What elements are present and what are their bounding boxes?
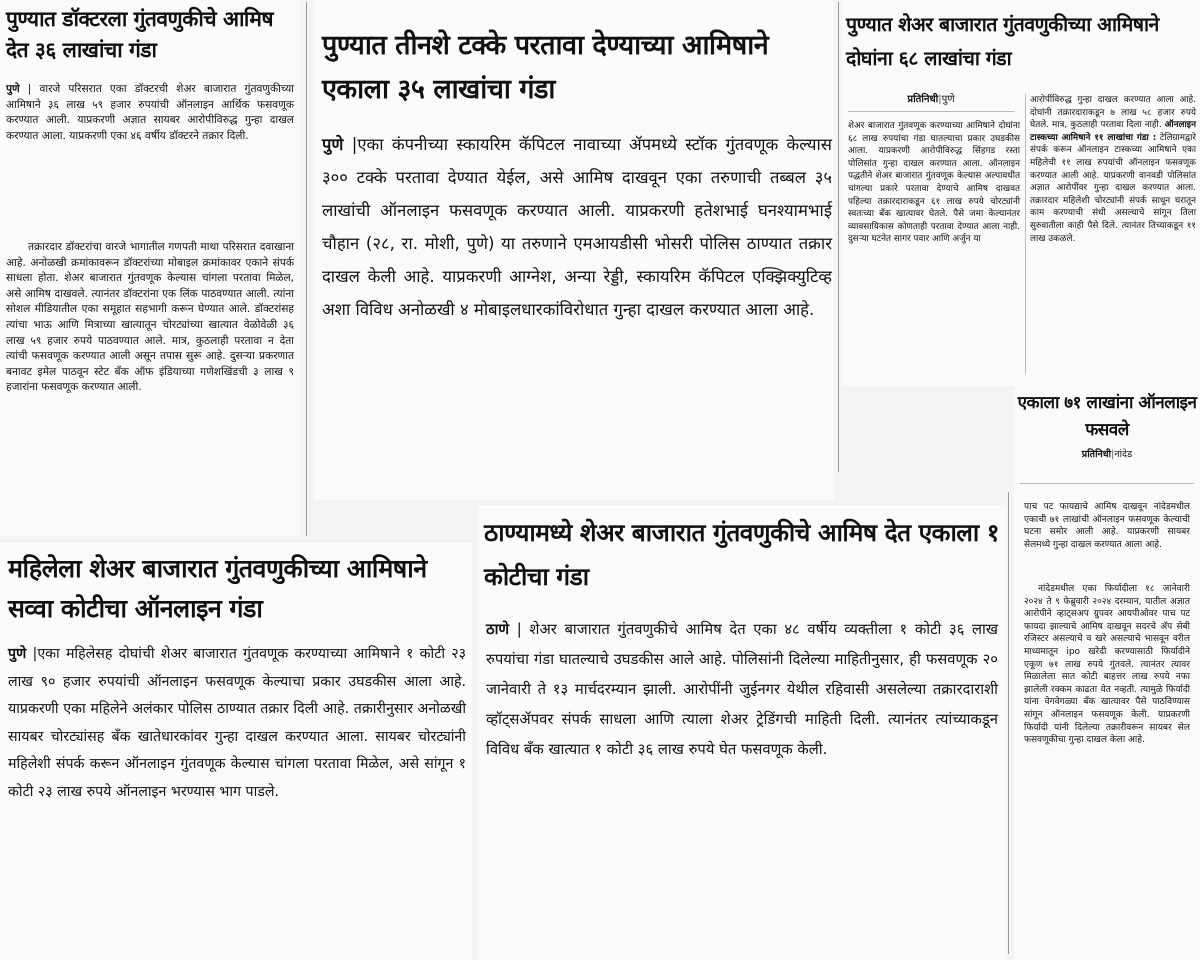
- article-text: | वारजे परिसरात एका डॉक्टरची शेअर बाजारात गुंतवणुकीच्या आमिषाने ३६ लाख ५९ हजार रुपयांची ऑनलाइन आर्थिक फसवणूक करण्यात आली. याप्रकरणी अज्ञात सायबर आरोपीविरुद्ध गुन्हा दाखल करण्यात आला. याप्रकरणी एका ४६ वर्षीय डॉक्टरने तक्रार दिली.: [6, 83, 294, 142]
- byline-place: नांदेड: [1114, 449, 1133, 460]
- byline: [1014, 448, 1200, 462]
- dateline: पुणे: [322, 135, 344, 154]
- article-paragraph: [322, 128, 832, 326]
- article-column: [1030, 94, 1196, 245]
- byline-separator: |: [1111, 449, 1115, 460]
- column-rule: [306, 2, 307, 536]
- byline-label: प्रतिनिधी: [907, 94, 939, 105]
- article-pune-300-percent: [314, 0, 834, 500]
- headline: पुण्यात तीनशे टक्के परतावा देण्याच्या आमिषाने एकाला ३५ लाखांचा गंडा: [322, 30, 769, 105]
- article-paragraph: [6, 82, 294, 144]
- article-text: टेलिग्रामद्वारे संपर्क करून ऑनलाइन टास्कच्या आमिषाने एका महिलेची ११ लाख रुपयांची ऑनलाइन फसवणूक करण्यात आली आहे. याप्रकरणी वानवडी पोलिसांत अज्ञात आरोपींवर गुन्हा दाखल करण्यात आला. तक्रारदार महिलेशी चोरट्यांनी संपर्क साधून घरातून काम करण्याची संधी असल्याचे सांगून तिला सुरुवातीला काही पैसे दिले. त्यानंतर तिच्याकडून ११ लाख उकळले.: [1030, 132, 1196, 244]
- dateline: पुणे: [6, 83, 20, 95]
- article-paragraph: [486, 615, 998, 765]
- article-text: आरोपींविरुद्ध गुन्हा दाखल करण्यात आला आहे. दोघांनी तक्रारदाराकडून ७ लाख ५८ हजार रुपये घेतले. मात्र, कुठलाही परतावा दिला नाही.: [1030, 95, 1196, 131]
- byline-separator: |: [938, 94, 942, 105]
- byline-rule: [848, 111, 1014, 112]
- headline: ठाण्यामध्ये शेअर बाजारात गुंतवणुकीचे आमिष देत एकाला १ कोटीचा गंडा: [484, 518, 1000, 591]
- article-pune-doctor: [0, 0, 300, 536]
- column-rule: [838, 2, 839, 472]
- article-paragraph: [8, 641, 466, 806]
- article-column: शेअर बाजारात गुंतवणूक करण्याच्या आमिषाने दोघांना ६८ लाख रुपयांचा गंडा घातल्याचा प्रकार उघडकीस आला. याप्रकरणी आरोपीविरुद्ध सिंहगड रस्ता पोलिसांत गुन्हा दाखल करण्यात आला. ऑनलाइन पद्धतीने शेअर बाजारात गुंतवणूक केल्यास अल्पावधीत चांगल्या प्रकारे परतावा देण्याचे आमिष दाखवत पहिल्या तक्रारदाराकडून ६१ लाख रुपये चोरट्यांनी स्वतःच्या बँक खात्यावर घेतले. पैसे जमा केल्यानंतर व्यावसायिकास कोणताही परतावा देण्यात आला नाही. दुसऱ्या घटनेत सागर पवार आणि अर्जुन या: [848, 121, 1020, 245]
- article-text: |एका कंपनीच्या स्कायरिम कॅपिटल नावाच्या ॲपमध्ये स्टॉक गुंतवणूक केल्यास ३०० टक्के परतावा देण्यात येईल, असे आमिष दाखवून एका तरुणाची तब्बल ३५ लाखांची ऑनलाइन फसवणूक करण्यात आली. याप्रकरणी हतेशभाई घनश्यामभाई चौहान (२८, रा. मोशी, पुणे) या तरुणाने एमआयडीसी भोसरी पोलिस ठाण्यात तक्रार दाखल केली आहे. याप्रकरणी आग्नेश, अन्या रेड्डी, स्कायरिम कॅपिटल एक्झिक्युटिव्ह अशा विविध अनोळखी ४ मोबाइलधारकांविरोधात गुन्हा दाखल करण्यात आला आहे.: [322, 135, 832, 319]
- subheading: ऑनलाइन टास्कच्या आमिषाने ११ लाखांचा गंडा :: [1030, 120, 1196, 143]
- byline: [848, 93, 1014, 107]
- article-nanded: [1014, 386, 1200, 960]
- dateline: पुणे: [8, 646, 27, 662]
- column-rule: [1008, 492, 1009, 954]
- byline-rule: [1020, 483, 1194, 484]
- article-text: |एका महिलेसह दोघांची शेअर बाजारात गुंतवणूक करण्याच्या आमिषाने १ कोटी २३ लाख ९० हजार रुपयांची ऑनलाइन फसवणूक केल्याचा प्रकार उघडकीस आला आहे. याप्रकरणी एका महिलेने अलंकार पोलिस ठाण्यात तक्रार दिली आहे. तक्रारीनुसार अनोळखी सायबर चोरट्यांसह बँक खातेधारकांवर गुन्हा दाखल करण्यात आला. सायबर चोरट्यांनी महिलेशी संपर्क करून ऑनलाइन गुंतवणूक केल्यास चांगला परतावा मिळेल, असे सांगून १ कोटी २३ लाख रुपये ऑनलाइन भरण्यास भाग पाडले.: [8, 646, 466, 800]
- column-rule: [1025, 94, 1026, 374]
- article-paragraph: नांदेडमधील एका फिर्यादीला १८ जानेवारी २०२४ ते ९ फेब्रुवारी २०२४ दरम्यान, यातील अज्ञात आरोपीने व्हाट्सअप ग्रुपवर आयपीओवर पाच पट फायदा झाल्याचे आमिष दाखवून सदरचे ॲप सेबी रजिस्टर असल्याचे व खरे असल्याचे भासवून वरील माध्यमातून ipo खरेदी करण्यासाठी फिर्यादीने एकूण ७१ लाख रुपये गुंतवले. त्यानंतर त्यावर मिळालेला सात कोटी बाहत्तर लाख रुपये नफा झालेली रक्कम काढता येत नव्हती. त्यामुळे फिर्यादी यांना वेगवेगळ्या बँक खात्यावर पैसे पाठविण्यास सांगून ऑनलाइन फसवणूक केली. याप्रकरणी फिर्यादी यांनी दिलेल्या तक्रारीवरून सायबर सेल फसवणूकीचा गुन्हा दाखल केला आहे.: [1024, 584, 1190, 746]
- article-woman-sawa-koti: [0, 543, 472, 960]
- article-pune-two-68-lakh: [842, 0, 1200, 386]
- article-paragraph: तक्रारदार डॉक्टरांचा वारजे भागातील गणपती माथा परिसरात दवाखाना आहे. अनोळखी क्रमांकावरून डॉक्टरांच्या मोबाइल क्रमांकावर एकाने संपर्क साधला होता. शेअर बाजारात गुंतवणूक केल्यास चांगला परतावा मिळेल, असे आमिष दाखवले. त्यानंतर डॉक्टरांना एक लिंक पाठवण्यात आली. त्यांना सोशल मीडियातील एका समूहात सहभागी करून घेण्यात आले. डॉक्टरांसह त्यांचा भाऊ आणि मित्राच्या खात्यातून चोरट्यांच्या खात्यात वेळोवेळी ३६ लाख ५९ हजार रुपये पाठवण्यात आले. मात्र, कुठलाही परतावा न देता त्यांची फसवणूक करण्यात आली असून तपास सुरू आहे. दुसऱ्या प्रकरणात बनावट इमेल पाठवून स्टेट बँक ऑफ इंडियाच्या गणेशखिंडची ३ लाख ९ हजारांना फसवणूक करण्यात आली.: [6, 241, 294, 394]
- headline: महिलेला शेअर बाजारात गुंतवणुकीच्या आमिषाने सव्वा कोटीचा ऑनलाइन गंडा: [8, 554, 427, 623]
- article-thane-1-koti: [478, 505, 1006, 960]
- headline: पुण्यात शेअर बाजारात गुंतवणुकीच्या आमिषाने दोघांना ६८ लाखांचा गंडा: [846, 13, 1159, 70]
- headline: पुण्यात डॉक्टरला गुंतवणुकीचे आमिष देत ३६ लाखांचा गंडा: [6, 7, 274, 62]
- headline: एकाला ७१ लाखांना ऑनलाइन फसवले: [1017, 393, 1197, 440]
- dateline: ठाणे: [486, 621, 510, 638]
- article-text: | शेअर बाजारात गुंतवणुकीचे आमिष देत एका ४८ वर्षीय व्यक्तीला १ कोटी ३६ लाख रुपयांचा गंडा घातल्याचे उघडकीस आले आहे. पोलिसांनी दिलेल्या माहितीनुसार, ही फसवणूक २० जानेवारी ते १३ मार्चदरम्यान झाली. आरोपींनी जुईनगर येथील रहिवासी असलेल्या तक्रारदाराशी व्हॉट्सॲपवर संपर्क साधला आणि त्याला शेअर ट्रेडिंगची माहिती दिली. त्यानंतर त्यांच्याकडून विविध बँक खात्यात १ कोटी ३६ लाख रुपये घेत फसवणूक केली.: [486, 621, 998, 758]
- article-paragraph: पाच पट फायद्याचे आमिष दाखवून नांदेडमधील एकाची ७१ लाखांची ऑनलाइन फसवणूक केल्याची घटना समोर आली आहे. याप्रकरणी सायबर सेलमध्ये गुन्हा दाखल करण्यात आला आहे.: [1024, 502, 1190, 550]
- byline-place: पुणे: [941, 94, 955, 105]
- byline-label: प्रतिनिधी: [1081, 449, 1112, 460]
